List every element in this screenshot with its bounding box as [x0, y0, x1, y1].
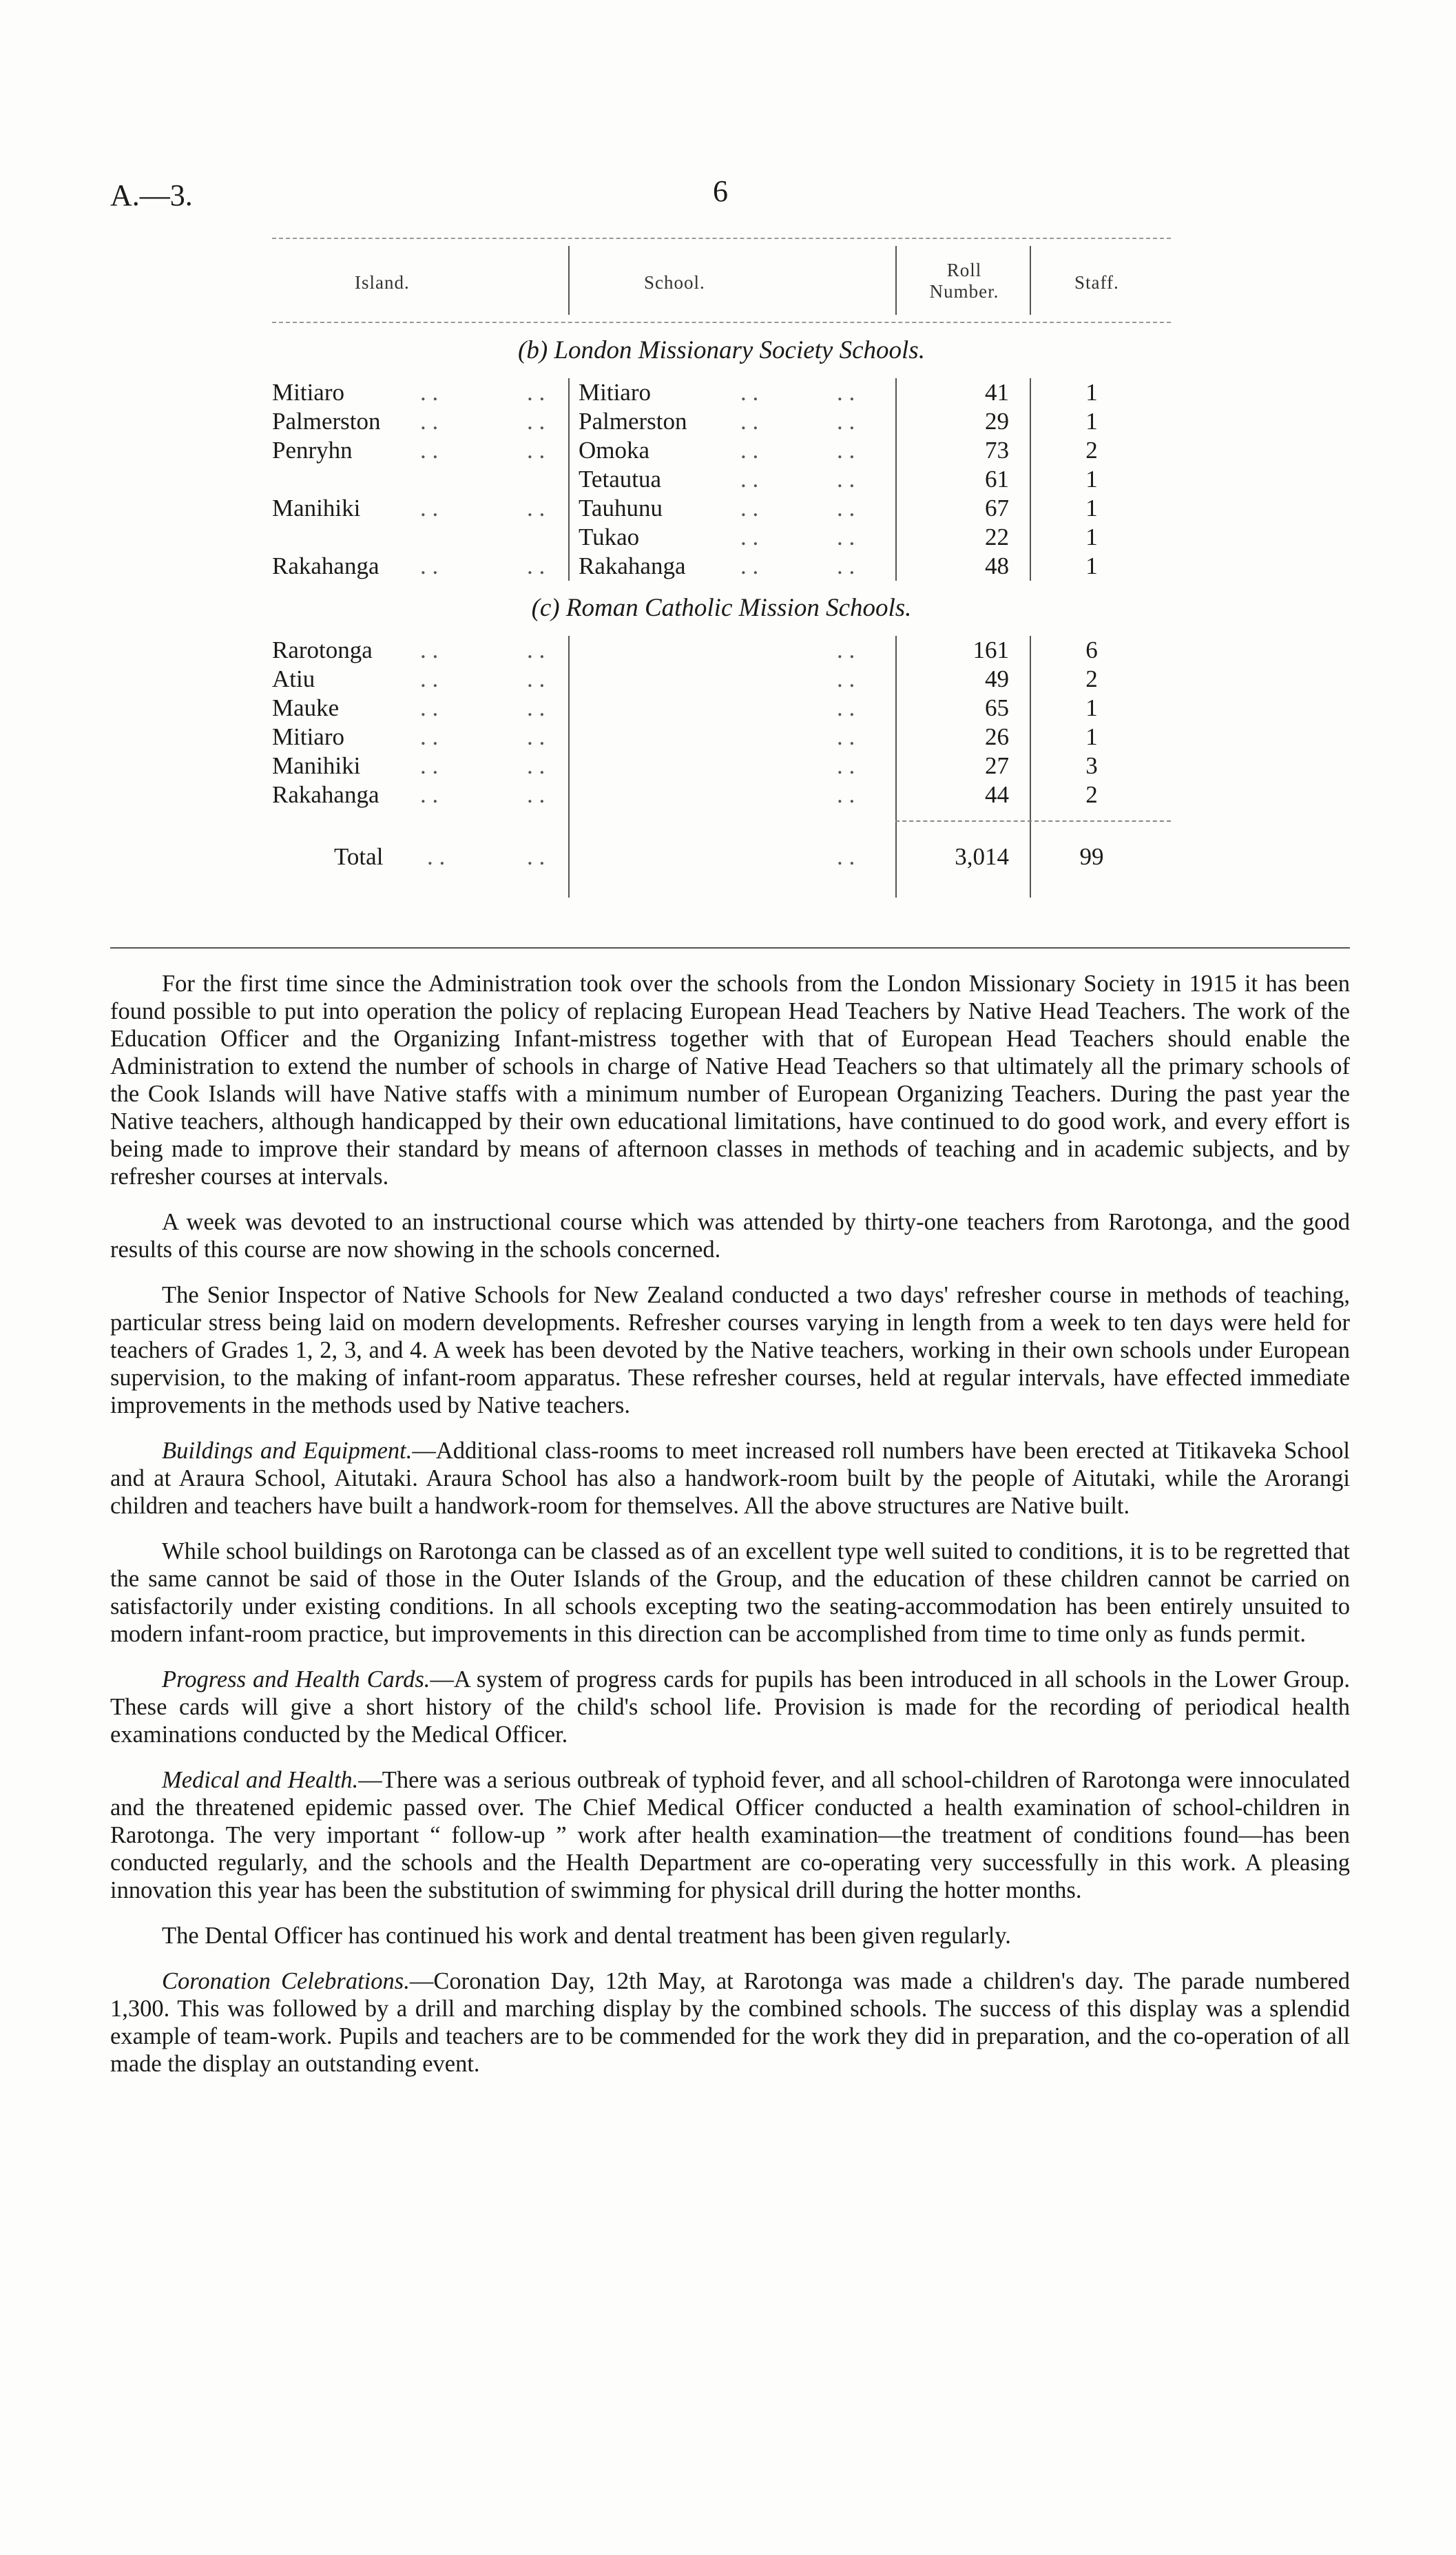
leader-dots: . . — [837, 694, 855, 721]
table-row — [272, 465, 1171, 494]
leader-dots: . . — [837, 495, 855, 521]
leader-dots: . . — [420, 379, 439, 406]
roll-cell: 67 — [985, 495, 1009, 521]
leader-dots: . . — [527, 665, 545, 692]
table-row — [272, 780, 1171, 809]
total-rule — [895, 820, 1171, 822]
section-b-title: (b) London Missionary Society Schools. — [518, 336, 925, 364]
island-cell: Palmerston — [272, 408, 381, 435]
leader-dots: . . — [740, 524, 759, 550]
table-row — [272, 523, 1171, 552]
roll-cell: 73 — [985, 437, 1009, 464]
header-divider — [1030, 246, 1031, 315]
leader-dots: . . — [740, 408, 759, 435]
roll-cell: 61 — [985, 466, 1009, 493]
staff-cell: 1 — [1085, 379, 1098, 406]
island-cell: Manihiki — [272, 495, 361, 521]
leader-dots: . . — [420, 665, 439, 692]
header-divider — [895, 246, 897, 315]
paragraph-heading: Medical and Health. — [162, 1767, 359, 1793]
roll-cell: 22 — [985, 524, 1009, 550]
col-roll-header-line2: Number. — [929, 281, 999, 302]
leader-dots: . . — [527, 408, 545, 435]
island-cell: Mauke — [272, 694, 340, 721]
roll-cell: 49 — [985, 665, 1009, 692]
roll-cell: 48 — [985, 552, 1009, 579]
table-row — [272, 407, 1171, 436]
col-island-header: Island. — [355, 272, 410, 293]
page-reference: A.—3. — [110, 178, 193, 212]
paragraph: While school buildings on Rarotonga can be classed as of an excellent type well suited to conditions, it is to be regretted that the same cannot be said of those in the Outer Islands of the Group, and the education of these children cannot be carried on satisfactorily under existing conditions. In all schools excepting two the seating-accommodation has been entirely unsuited to modern infant-room practice, but improvements in this direction can be accomplished from time to time only as funds permit. — [110, 1538, 1350, 1647]
staff-cell: 2 — [1085, 665, 1098, 692]
paragraph-body: —There was a serious outbreak of typhoid fever, and all school-children of Rarotonga were innoculated and the threatened epidemic passed over. The Chief Medical Officer conducted a health examination of school-children in Rarotonga. The very important “ follow-up ” work after health examination—the treatment of conditions found—has been conducted regularly, and the schools and the Health Department are co-operating very successfully in this work. A pleasing innovation this year has been the substitution of swimming for physical drill during the hotter months. — [110, 1767, 1350, 1903]
island-cell: Rakahanga — [272, 781, 379, 808]
school-cell: Mitiaro — [579, 379, 651, 406]
leader-dots: . . — [837, 437, 855, 464]
paragraph — [110, 1967, 1350, 2078]
staff-cell: 1 — [1085, 552, 1098, 579]
col-roll-header — [916, 260, 1012, 302]
leader-dots: . . — [527, 723, 545, 750]
leader-dots: . . — [527, 694, 545, 721]
leader-dots: . . — [837, 408, 855, 435]
leader-dots: . . — [420, 552, 439, 579]
leader-dots: . . — [527, 781, 545, 808]
section-c-title: (c) Roman Catholic Mission Schools. — [531, 594, 912, 622]
col-staff-header: Staff. — [1074, 272, 1119, 293]
leader-dots: . . — [427, 843, 446, 870]
roll-cell: 29 — [985, 408, 1009, 435]
leader-dots: . . — [837, 752, 855, 779]
paragraph-body: —Coronation Day, 12th May, at Rarotonga was made a children's day. The parade numbered 1,300. This was followed by a drill and marching display by the combined schools. The success of this display was a splendid example of team-work. Pupils and teachers are to be commended for the work they did in preparation, and the co-operation of all made the display an outstanding event. — [110, 1968, 1350, 2077]
school-cell: Tauhunu — [579, 495, 663, 521]
school-cell: Tukao — [579, 524, 640, 550]
table-row — [272, 752, 1171, 780]
leader-dots: . . — [837, 781, 855, 808]
total-row — [272, 842, 1171, 871]
table-row — [272, 723, 1171, 752]
staff-cell: 1 — [1085, 466, 1098, 493]
roll-cell: 161 — [973, 637, 1009, 663]
roll-cell: 44 — [985, 781, 1009, 808]
island-cell: Rarotonga — [272, 637, 373, 663]
island-cell: Mitiaro — [272, 723, 344, 750]
table-row — [272, 436, 1171, 465]
body-text — [110, 970, 1350, 2096]
school-cell: Rakahanga — [579, 552, 686, 579]
leader-dots: . . — [420, 408, 439, 435]
leader-dots: . . — [420, 752, 439, 779]
leader-dots: . . — [527, 552, 545, 579]
col-roll-header-line1: Roll — [946, 260, 982, 280]
table-row — [272, 378, 1171, 407]
table-row — [272, 665, 1171, 694]
staff-cell: 1 — [1085, 694, 1098, 721]
staff-cell: 2 — [1085, 437, 1098, 464]
school-cell: Tetautua — [579, 466, 661, 493]
table-row — [272, 552, 1171, 581]
leader-dots: . . — [837, 723, 855, 750]
leader-dots: . . — [527, 637, 545, 663]
paragraph: For the first time since the Administration took over the schools from the London Missionary Society in 1915 it has been found possible to put into operation the policy of replacing European Head Teachers by Native Head Teachers. The work of the Education Officer and the Organizing Infant-mistress together with that of European Head Teachers should enable the Administration to extend the number of schools in charge of Native Head Teachers so that ultimately all the primary schools of the Cook Islands will have Native staffs with a minimum number of European Organizing Teachers. During the past year the Native teachers, although handicapped by their own educational limitations, have continued to do good work, and every effort is being made to improve their standard by means of afternoon classes in methods of teaching and in academic subjects, and by refresher courses at intervals. — [110, 971, 1350, 1190]
leader-dots: . . — [420, 723, 439, 750]
leader-dots: . . — [837, 843, 855, 870]
roll-cell: 41 — [985, 379, 1009, 406]
island-cell: Mitiaro — [272, 379, 344, 406]
leader-dots: . . — [420, 637, 439, 663]
paragraph-body: —Additional class-rooms to meet increased roll numbers have been erected at Titikaveka School and at Araura School, Aitutaki. Araura School has also a handwork-room built by the people of Aitutaki, while the Arorangi children and teachers have built a handwork-room for themselves. All the above structures are Native built. — [110, 1438, 1351, 1519]
paragraph: A week was devoted to an instructional course which was attended by thirty-one teachers from Rarotonga, and the good results of this course are now showing in the schools concerned. — [110, 1209, 1350, 1263]
total-label: Total — [334, 843, 384, 870]
roll-cell: 65 — [985, 694, 1009, 721]
staff-cell: 1 — [1085, 408, 1098, 435]
header-divider — [568, 246, 570, 315]
leader-dots: . . — [740, 466, 759, 493]
paragraph — [110, 1437, 1350, 1520]
section-divider — [110, 947, 1350, 949]
roll-cell: 26 — [985, 723, 1009, 750]
staff-cell: 3 — [1085, 752, 1098, 779]
paragraph-body: —A system of progress cards for pupils has been introduced in all schools in the Lower Group. These cards will give a short history of the child's school life. Provision is made for the recording of periodical health examinations conducted by the Medical Officer. — [110, 1666, 1350, 1748]
schools-table — [272, 238, 1171, 870]
col-school-header: School. — [644, 272, 705, 293]
table-row — [272, 636, 1171, 665]
section-c-rows — [272, 636, 1171, 870]
leader-dots: . . — [837, 552, 855, 579]
staff-cell: 2 — [1085, 781, 1098, 808]
paragraph — [110, 1766, 1350, 1904]
leader-dots: . . — [420, 694, 439, 721]
paragraph-heading: Coronation Celebrations. — [162, 1968, 410, 1994]
leader-dots: . . — [837, 637, 855, 663]
island-cell: Atiu — [272, 665, 315, 692]
leader-dots: . . — [527, 843, 545, 870]
leader-dots: . . — [837, 665, 855, 692]
page-number: 6 — [713, 174, 728, 208]
island-cell: Rakahanga — [272, 552, 379, 579]
leader-dots: . . — [527, 752, 545, 779]
staff-cell: 1 — [1085, 723, 1098, 750]
leader-dots: . . — [740, 495, 759, 521]
leader-dots: . . — [740, 437, 759, 464]
school-cell: Omoka — [579, 437, 650, 464]
roll-cell: 27 — [985, 752, 1009, 779]
total-staff: 99 — [1079, 843, 1104, 870]
paragraph-heading: Progress and Health Cards. — [162, 1666, 430, 1693]
island-cell: Manihiki — [272, 752, 361, 779]
leader-dots: . . — [420, 437, 439, 464]
staff-cell: 6 — [1085, 637, 1098, 663]
school-cell: Palmerston — [579, 408, 687, 435]
table-row — [272, 494, 1171, 523]
paragraph — [110, 1666, 1350, 1748]
leader-dots: . . — [837, 524, 855, 550]
paragraph: The Senior Inspector of Native Schools for New Zealand conducted a two days' refresher course in methods of teaching, particular stress being laid on modern developments. Refresher courses varying in length from a week to ten days were held for teachers of Grades 1, 2, 3, and 4. A week has been devoted by the Native teachers, working in their own schools under European supervision, to the making of infant-room apparatus. These refresher courses, held at regular intervals, have effected immediate improvements in the methods used by Native teachers. — [110, 1282, 1350, 1418]
paragraph: The Dental Officer has continued his work and dental treatment has been given regularly. — [162, 1923, 1011, 1949]
leader-dots: . . — [527, 379, 545, 406]
staff-cell: 1 — [1085, 524, 1098, 550]
leader-dots: . . — [740, 552, 759, 579]
leader-dots: . . — [420, 781, 439, 808]
table-row — [272, 694, 1171, 723]
leader-dots: . . — [527, 437, 545, 464]
leader-dots: . . — [837, 379, 855, 406]
leader-dots: . . — [837, 466, 855, 493]
leader-dots: . . — [527, 495, 545, 521]
table-header — [272, 239, 1171, 322]
leader-dots: . . — [740, 379, 759, 406]
staff-cell: 1 — [1085, 495, 1098, 521]
section-b-rows — [272, 378, 1171, 581]
paragraph-heading: Buildings and Equipment. — [162, 1438, 413, 1464]
total-roll: 3,014 — [955, 843, 1009, 870]
island-cell: Penryhn — [272, 437, 353, 464]
leader-dots: . . — [420, 495, 439, 521]
